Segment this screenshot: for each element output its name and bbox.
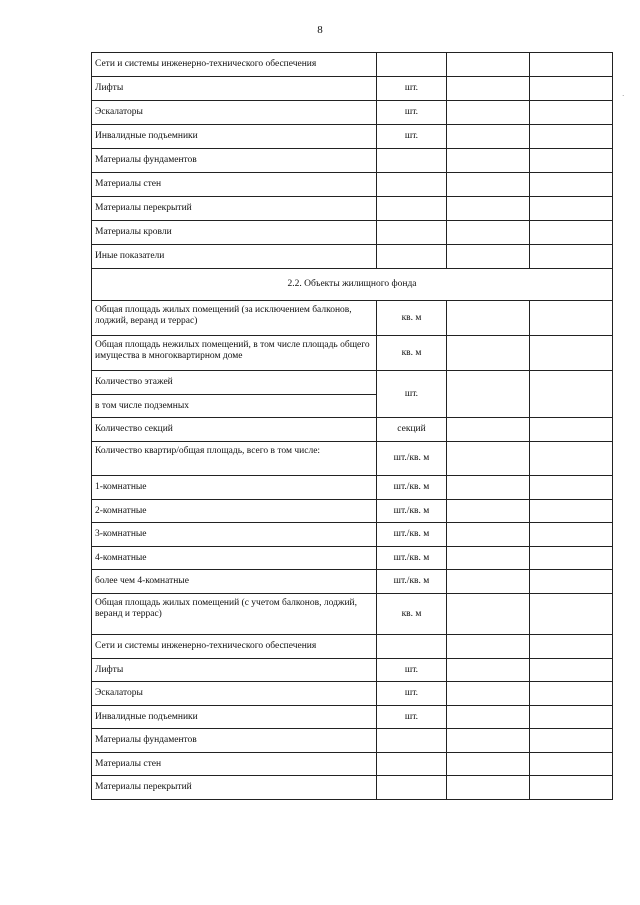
table-row xyxy=(92,418,613,442)
value-cell xyxy=(530,594,613,635)
row-name: 2-комнатные xyxy=(92,500,377,523)
value-cell xyxy=(530,173,613,197)
value-cell xyxy=(447,125,530,149)
row-name: в том числе подземных xyxy=(92,395,377,418)
value-cell xyxy=(447,418,530,442)
row-name: Иные показатели xyxy=(92,245,377,269)
row-name: Эскалаторы xyxy=(92,101,377,125)
value-cell xyxy=(447,442,530,476)
row-name: Инвалидные подъемники xyxy=(92,706,377,729)
value-cell xyxy=(447,173,530,197)
row-name: Материалы перекрытий xyxy=(92,197,377,221)
row-unit: шт./кв. м xyxy=(377,523,447,547)
value-cell xyxy=(530,101,613,125)
row-unit: кв. м xyxy=(377,594,447,635)
value-cell xyxy=(530,776,613,800)
value-cell xyxy=(447,659,530,682)
value-cell xyxy=(530,753,613,776)
value-cell xyxy=(447,776,530,800)
table-row xyxy=(92,77,613,101)
value-cell xyxy=(447,301,530,336)
row-unit: шт. xyxy=(377,659,447,682)
table-row xyxy=(92,706,613,729)
value-cell xyxy=(447,523,530,547)
table-row xyxy=(92,547,613,570)
row-name: 4-комнатные xyxy=(92,547,377,570)
value-cell xyxy=(530,301,613,336)
row-unit xyxy=(377,221,447,245)
row-name: Лифты xyxy=(92,659,377,682)
table-row xyxy=(92,682,613,706)
row-unit: кв. м xyxy=(377,336,447,371)
value-cell xyxy=(530,336,613,371)
row-name: Инвалидные подъемники xyxy=(92,125,377,149)
row-unit xyxy=(377,753,447,776)
row-unit xyxy=(377,197,447,221)
value-cell xyxy=(530,418,613,442)
value-cell xyxy=(530,659,613,682)
value-cell xyxy=(530,125,613,149)
row-name: Количество квартир/общая площадь, всего в том числе: xyxy=(92,442,377,476)
row-unit xyxy=(377,776,447,800)
row-unit: шт. xyxy=(377,77,447,101)
row-name: 1-комнатные xyxy=(92,476,377,500)
table-row xyxy=(92,101,613,125)
value-cell xyxy=(447,706,530,729)
row-unit xyxy=(377,53,447,77)
table-row xyxy=(92,635,613,659)
row-unit xyxy=(377,635,447,659)
row-name: более чем 4-комнатные xyxy=(92,570,377,594)
row-name: Материалы перекрытий xyxy=(92,776,377,800)
value-cell xyxy=(530,523,613,547)
value-cell xyxy=(530,635,613,659)
row-name: Материалы кровли xyxy=(92,221,377,245)
value-cell xyxy=(530,547,613,570)
row-name: Общая площадь жилых помещений (с учетом балконов, лоджий, веранд и террас) xyxy=(92,594,377,635)
table-row xyxy=(92,476,613,500)
table-row xyxy=(92,301,613,336)
value-cell xyxy=(447,753,530,776)
row-unit: шт. xyxy=(377,101,447,125)
value-cell xyxy=(447,476,530,500)
indicators-table xyxy=(91,52,613,800)
value-cell xyxy=(447,197,530,221)
value-cell xyxy=(447,594,530,635)
section-header-row xyxy=(92,269,613,301)
row-name: Общая площадь нежилых помещений, в том числе площадь общего имущества в многоквартирном доме xyxy=(92,336,377,371)
row-unit: шт. xyxy=(377,706,447,729)
row-name: Материалы фундаментов xyxy=(92,729,377,753)
row-unit xyxy=(377,729,447,753)
table-row xyxy=(92,594,613,635)
row-name: Материалы стен xyxy=(92,173,377,197)
value-cell xyxy=(447,53,530,77)
row-unit: секций xyxy=(377,418,447,442)
table-row xyxy=(92,53,613,77)
row-name: Лифты xyxy=(92,77,377,101)
table-row xyxy=(92,221,613,245)
value-cell xyxy=(530,682,613,706)
table-row xyxy=(92,753,613,776)
table-row xyxy=(92,371,613,395)
table-row xyxy=(92,197,613,221)
table-row xyxy=(92,245,613,269)
row-name: Эскалаторы xyxy=(92,682,377,706)
value-cell xyxy=(447,101,530,125)
value-cell xyxy=(447,149,530,173)
value-cell xyxy=(530,245,613,269)
value-cell xyxy=(447,245,530,269)
value-cell xyxy=(447,729,530,753)
row-unit: шт./кв. м xyxy=(377,500,447,523)
row-unit: кв. м xyxy=(377,301,447,336)
table-row xyxy=(92,729,613,753)
value-cell xyxy=(447,371,530,418)
table-row xyxy=(92,173,613,197)
value-cell xyxy=(530,706,613,729)
table-row xyxy=(92,776,613,800)
row-unit: шт./кв. м xyxy=(377,570,447,594)
row-unit: шт./кв. м xyxy=(377,476,447,500)
row-unit xyxy=(377,245,447,269)
table-row xyxy=(92,442,613,476)
table-row xyxy=(92,659,613,682)
value-cell xyxy=(530,442,613,476)
row-unit: шт. xyxy=(377,682,447,706)
value-cell xyxy=(447,635,530,659)
row-unit: шт. xyxy=(377,125,447,149)
page-number: 8 xyxy=(317,24,323,36)
table-row xyxy=(92,523,613,547)
row-name: Сети и системы инженерно-технического обеспечения xyxy=(92,53,377,77)
row-name: Количество этажей xyxy=(92,371,377,395)
value-cell xyxy=(530,371,613,418)
value-cell xyxy=(447,336,530,371)
row-name: Материалы стен xyxy=(92,753,377,776)
value-cell xyxy=(530,476,613,500)
row-unit: шт./кв. м xyxy=(377,442,447,476)
value-cell xyxy=(530,149,613,173)
table-row xyxy=(92,500,613,523)
scan-speck: · xyxy=(622,92,625,100)
value-cell xyxy=(530,570,613,594)
table-row xyxy=(92,570,613,594)
row-name: Материалы фундаментов xyxy=(92,149,377,173)
value-cell xyxy=(447,682,530,706)
row-unit xyxy=(377,149,447,173)
table-row xyxy=(92,149,613,173)
value-cell xyxy=(447,547,530,570)
table-row xyxy=(92,125,613,149)
row-name: Количество секций xyxy=(92,418,377,442)
value-cell xyxy=(447,221,530,245)
row-name: Общая площадь жилых помещений (за исключением балконов, лоджий, веранд и террас) xyxy=(92,301,377,336)
row-name: Сети и системы инженерно-технического обеспечения xyxy=(92,635,377,659)
section-title: 2.2. Объекты жилищного фонда xyxy=(92,269,613,301)
row-unit xyxy=(377,173,447,197)
row-name: 3-комнатные xyxy=(92,523,377,547)
value-cell xyxy=(447,500,530,523)
table-row xyxy=(92,336,613,371)
value-cell xyxy=(447,570,530,594)
value-cell xyxy=(530,729,613,753)
value-cell xyxy=(530,500,613,523)
value-cell xyxy=(530,77,613,101)
value-cell xyxy=(530,53,613,77)
value-cell xyxy=(530,197,613,221)
value-cell xyxy=(447,77,530,101)
row-unit: шт. xyxy=(377,371,447,418)
row-unit: шт./кв. м xyxy=(377,547,447,570)
value-cell xyxy=(530,221,613,245)
